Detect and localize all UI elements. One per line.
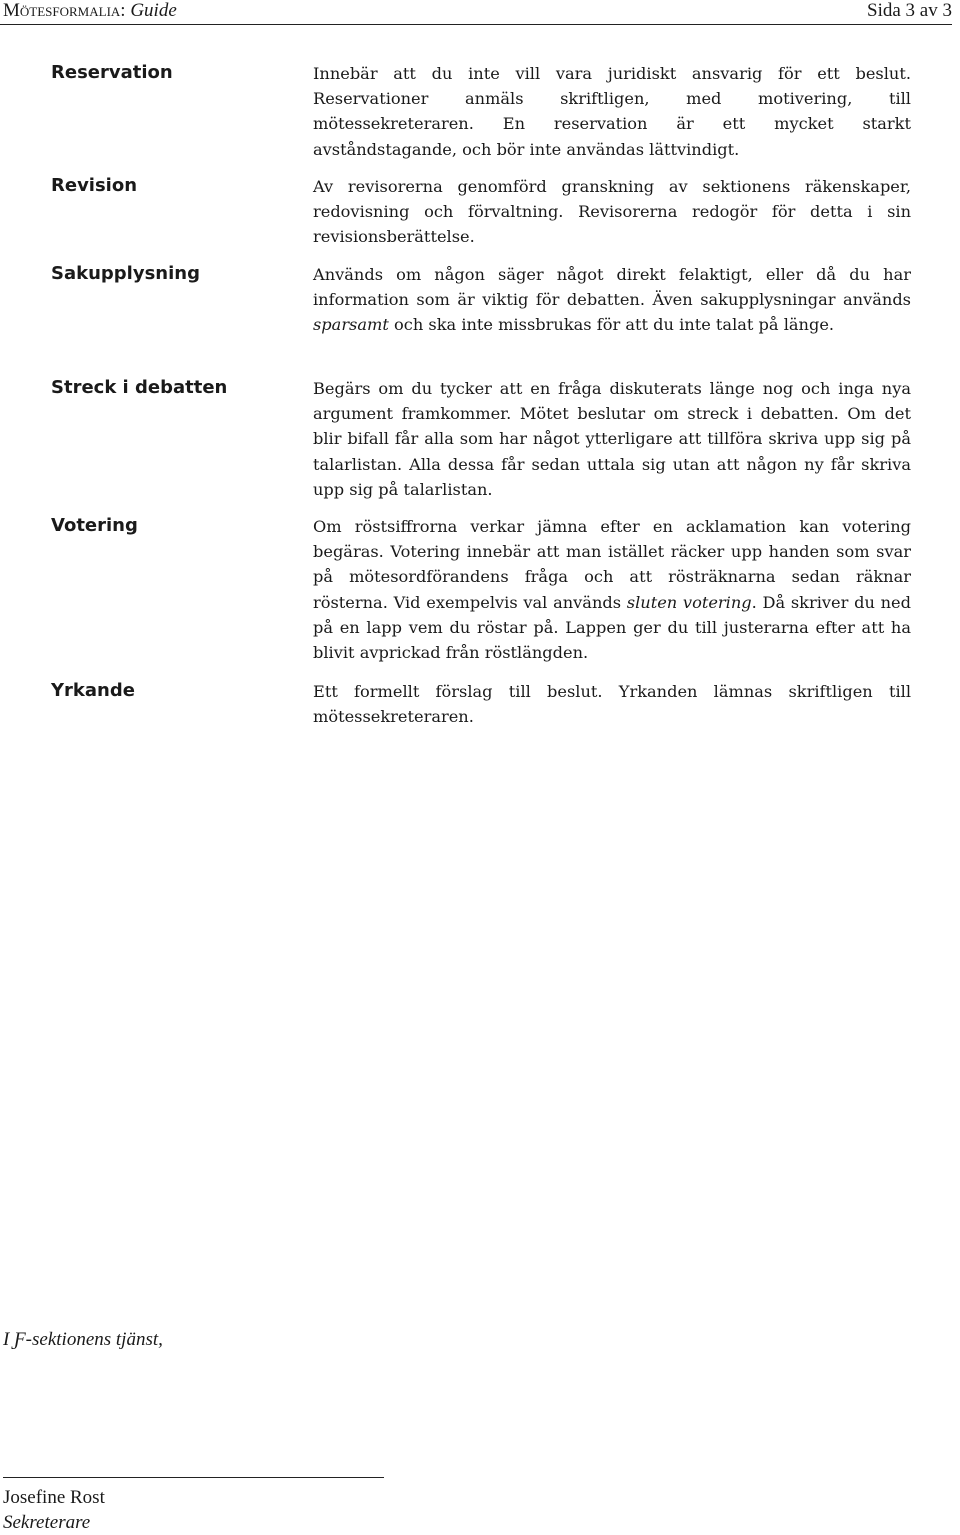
signatory-role: Sekreterare — [3, 1512, 91, 1533]
term-reservation: Reservation — [51, 62, 173, 83]
subtitle-text: Guide — [130, 0, 177, 21]
signature-line — [3, 1477, 384, 1478]
title-text: Mötesformalia: — [3, 0, 126, 21]
emphasis-sluten-votering: sluten votering — [626, 592, 752, 612]
definition-sakupplysning: Används om någon säger något direkt felaktigt, eller då du har information som är viktig för debatten. Även sakupplysningar används sparsamt och ska inte missbrukas för att du inte talat på länge. — [313, 265, 911, 335]
signatory-name: Josefine Rost — [3, 1487, 105, 1508]
emphasis-sparsamt: sparsamt — [313, 315, 389, 335]
definition-reservation: Innebär att du inte vill vara juridiskt ansvarig för ett beslut. Reservationer anmäls skriftligen, med motivering, till mötessekreteraren. En reservation är ett mycket starkt avståndstagande, och bör inte användas lättvindigt. — [313, 64, 911, 159]
page-number: Sida 3 av 3 — [867, 0, 952, 21]
definition-revision: Av revisorerna genomförd granskning av sektionens räkenskaper, redovisning och förvaltning. Revisorerna redogör för detta i sin revisionsberättelse. — [313, 177, 911, 247]
closing-line: I Ƒ-sektionens tjänst, — [3, 1329, 163, 1350]
definition-streck-i-debatten: Begärs om du tycker att en fråga diskuterats länge nog och inga nya argument framkommer. Mötet beslutar om streck i debatten. Om det blir bifall får alla som har något ytterligare att tillföra skriva upp sig på talarlistan. Alla dessa får sedan uttala sig utan att någon ny får skriva upp sig på talarlistan. — [313, 379, 911, 499]
term-votering: Votering — [51, 515, 138, 536]
page-header — [0, 0, 952, 25]
document-title — [3, 0, 177, 22]
definition-votering: Om röstsiffrorna verkar jämna efter en acklamation kan votering begäras. Votering innebär att man istället räcker upp handen som svar på mötesordförandens fråga och att rösträknarna sedan räknar rösterna. Vid exempelvis val används sluten votering. Då skriver du ned på en lapp vem du röstar på. Lappen ger du till justerarna efter att ha blivit avprickad från röstlängden. — [313, 517, 911, 663]
term-yrkande: Yrkande — [51, 680, 135, 701]
term-streck-i-debatten: Streck i debatten — [51, 377, 228, 398]
definition-yrkande: Ett formellt förslag till beslut. Yrkanden lämnas skriftligen till mötessekreteraren. — [313, 682, 911, 727]
term-revision: Revision — [51, 175, 138, 196]
term-sakupplysning: Sakupplysning — [51, 263, 200, 284]
